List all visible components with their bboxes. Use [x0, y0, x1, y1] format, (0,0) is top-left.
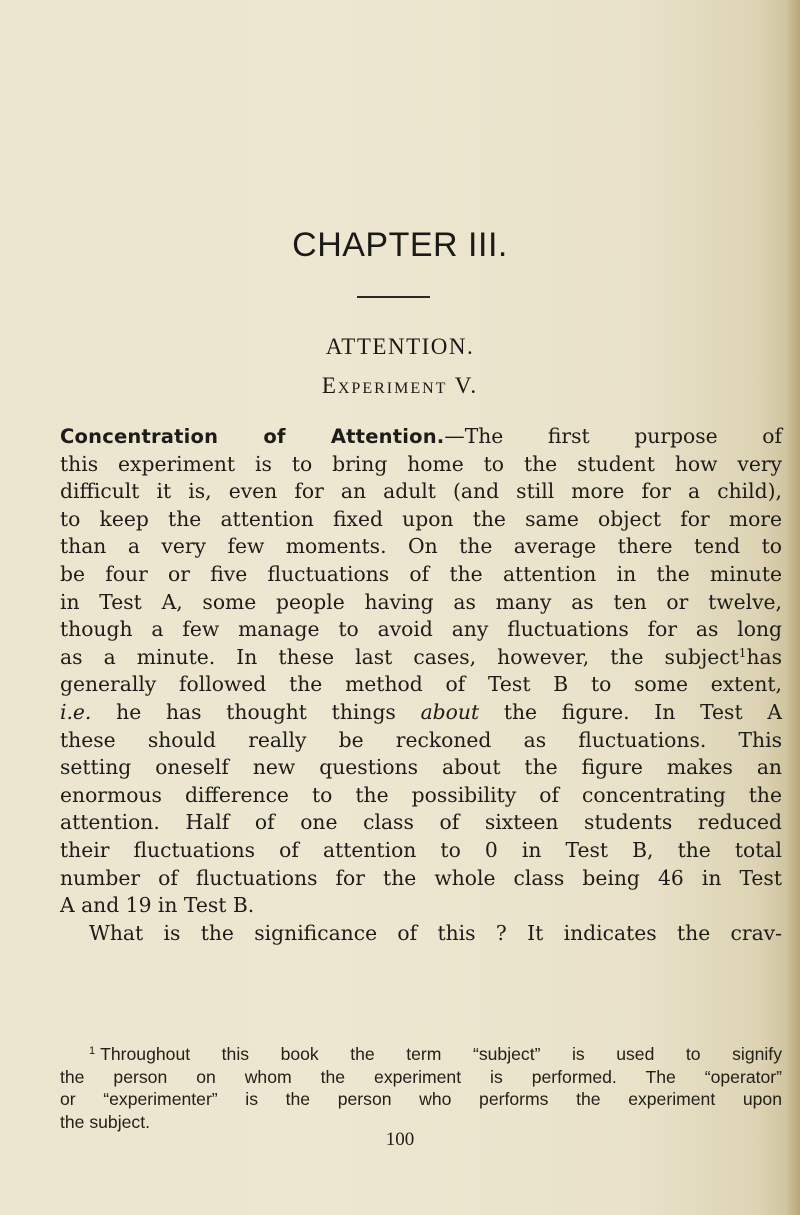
body-line: generally followed the method of Test B to some extent, [60, 672, 782, 697]
body-line: in Test A, some people having as many as ten or twelve, [60, 589, 782, 614]
body-line: than a very few moments. On the average there tend to [60, 534, 782, 559]
paragraph-second: What is the significance of this ? It indicates the crav- [89, 920, 782, 945]
body-line: these should really be reckoned as fluctuations. This [60, 727, 782, 752]
body-line: this experiment is to bring home to the student how very [60, 451, 782, 476]
chapter-title: CHAPTER III. [292, 226, 508, 264]
body-line: enormous difference to the possibility of concentrating the [60, 782, 782, 807]
footnote-line: or “experimenter” is the person who performs the experiment upon [60, 1089, 782, 1109]
body-line: i.e. he has thought things about the figure. In Test A [60, 699, 782, 724]
footnote-line: the person on whom the experiment is performed. The “operator” [60, 1066, 782, 1087]
page-number: 100 [385, 1129, 415, 1150]
body-text [60, 423, 782, 947]
body-line: attention. Half of one class of sixteen students reduced [60, 810, 782, 835]
body-line: though a few manage to avoid any fluctuations for as long [60, 617, 782, 642]
body-line: be four or five fluctuations of the attention in the minute [60, 561, 782, 586]
title-rule [357, 296, 430, 298]
body-line: setting oneself new questions about the figure makes an [60, 755, 782, 780]
body-line: their fluctuations of attention to 0 in Test B, the total [60, 837, 782, 862]
section-title: ATTENTION. [325, 334, 475, 359]
body-line: as a minute. In these last cases, however, the subject$^1$has [60, 644, 782, 669]
experiment-heading: Experiment V. [321, 373, 479, 398]
body-line: to keep the attention fixed upon the same object for more [60, 506, 782, 531]
body-line: number of fluctuations for the whole class being 46 in Test [60, 865, 782, 890]
footnote-line: the subject. [60, 1111, 150, 1132]
page-edge-shadow [786, 0, 800, 1215]
paragraph-lead: Concentration of Attention. [60, 425, 445, 448]
body-line: difficult it is, even for an adult (and still more for a child), [60, 479, 782, 504]
body-line: Concentration of Attention.—The first purpose of [60, 424, 783, 448]
footnote [60, 1043, 782, 1133]
footnote-line: $^1$ Throughout this book the term “subject” is used to signify [89, 1044, 782, 1064]
footnote-reference[interactable]: 1 [738, 645, 747, 660]
footnote-marker: 1 [89, 1045, 96, 1057]
body-line: A and 19 in Test B. [60, 893, 255, 918]
